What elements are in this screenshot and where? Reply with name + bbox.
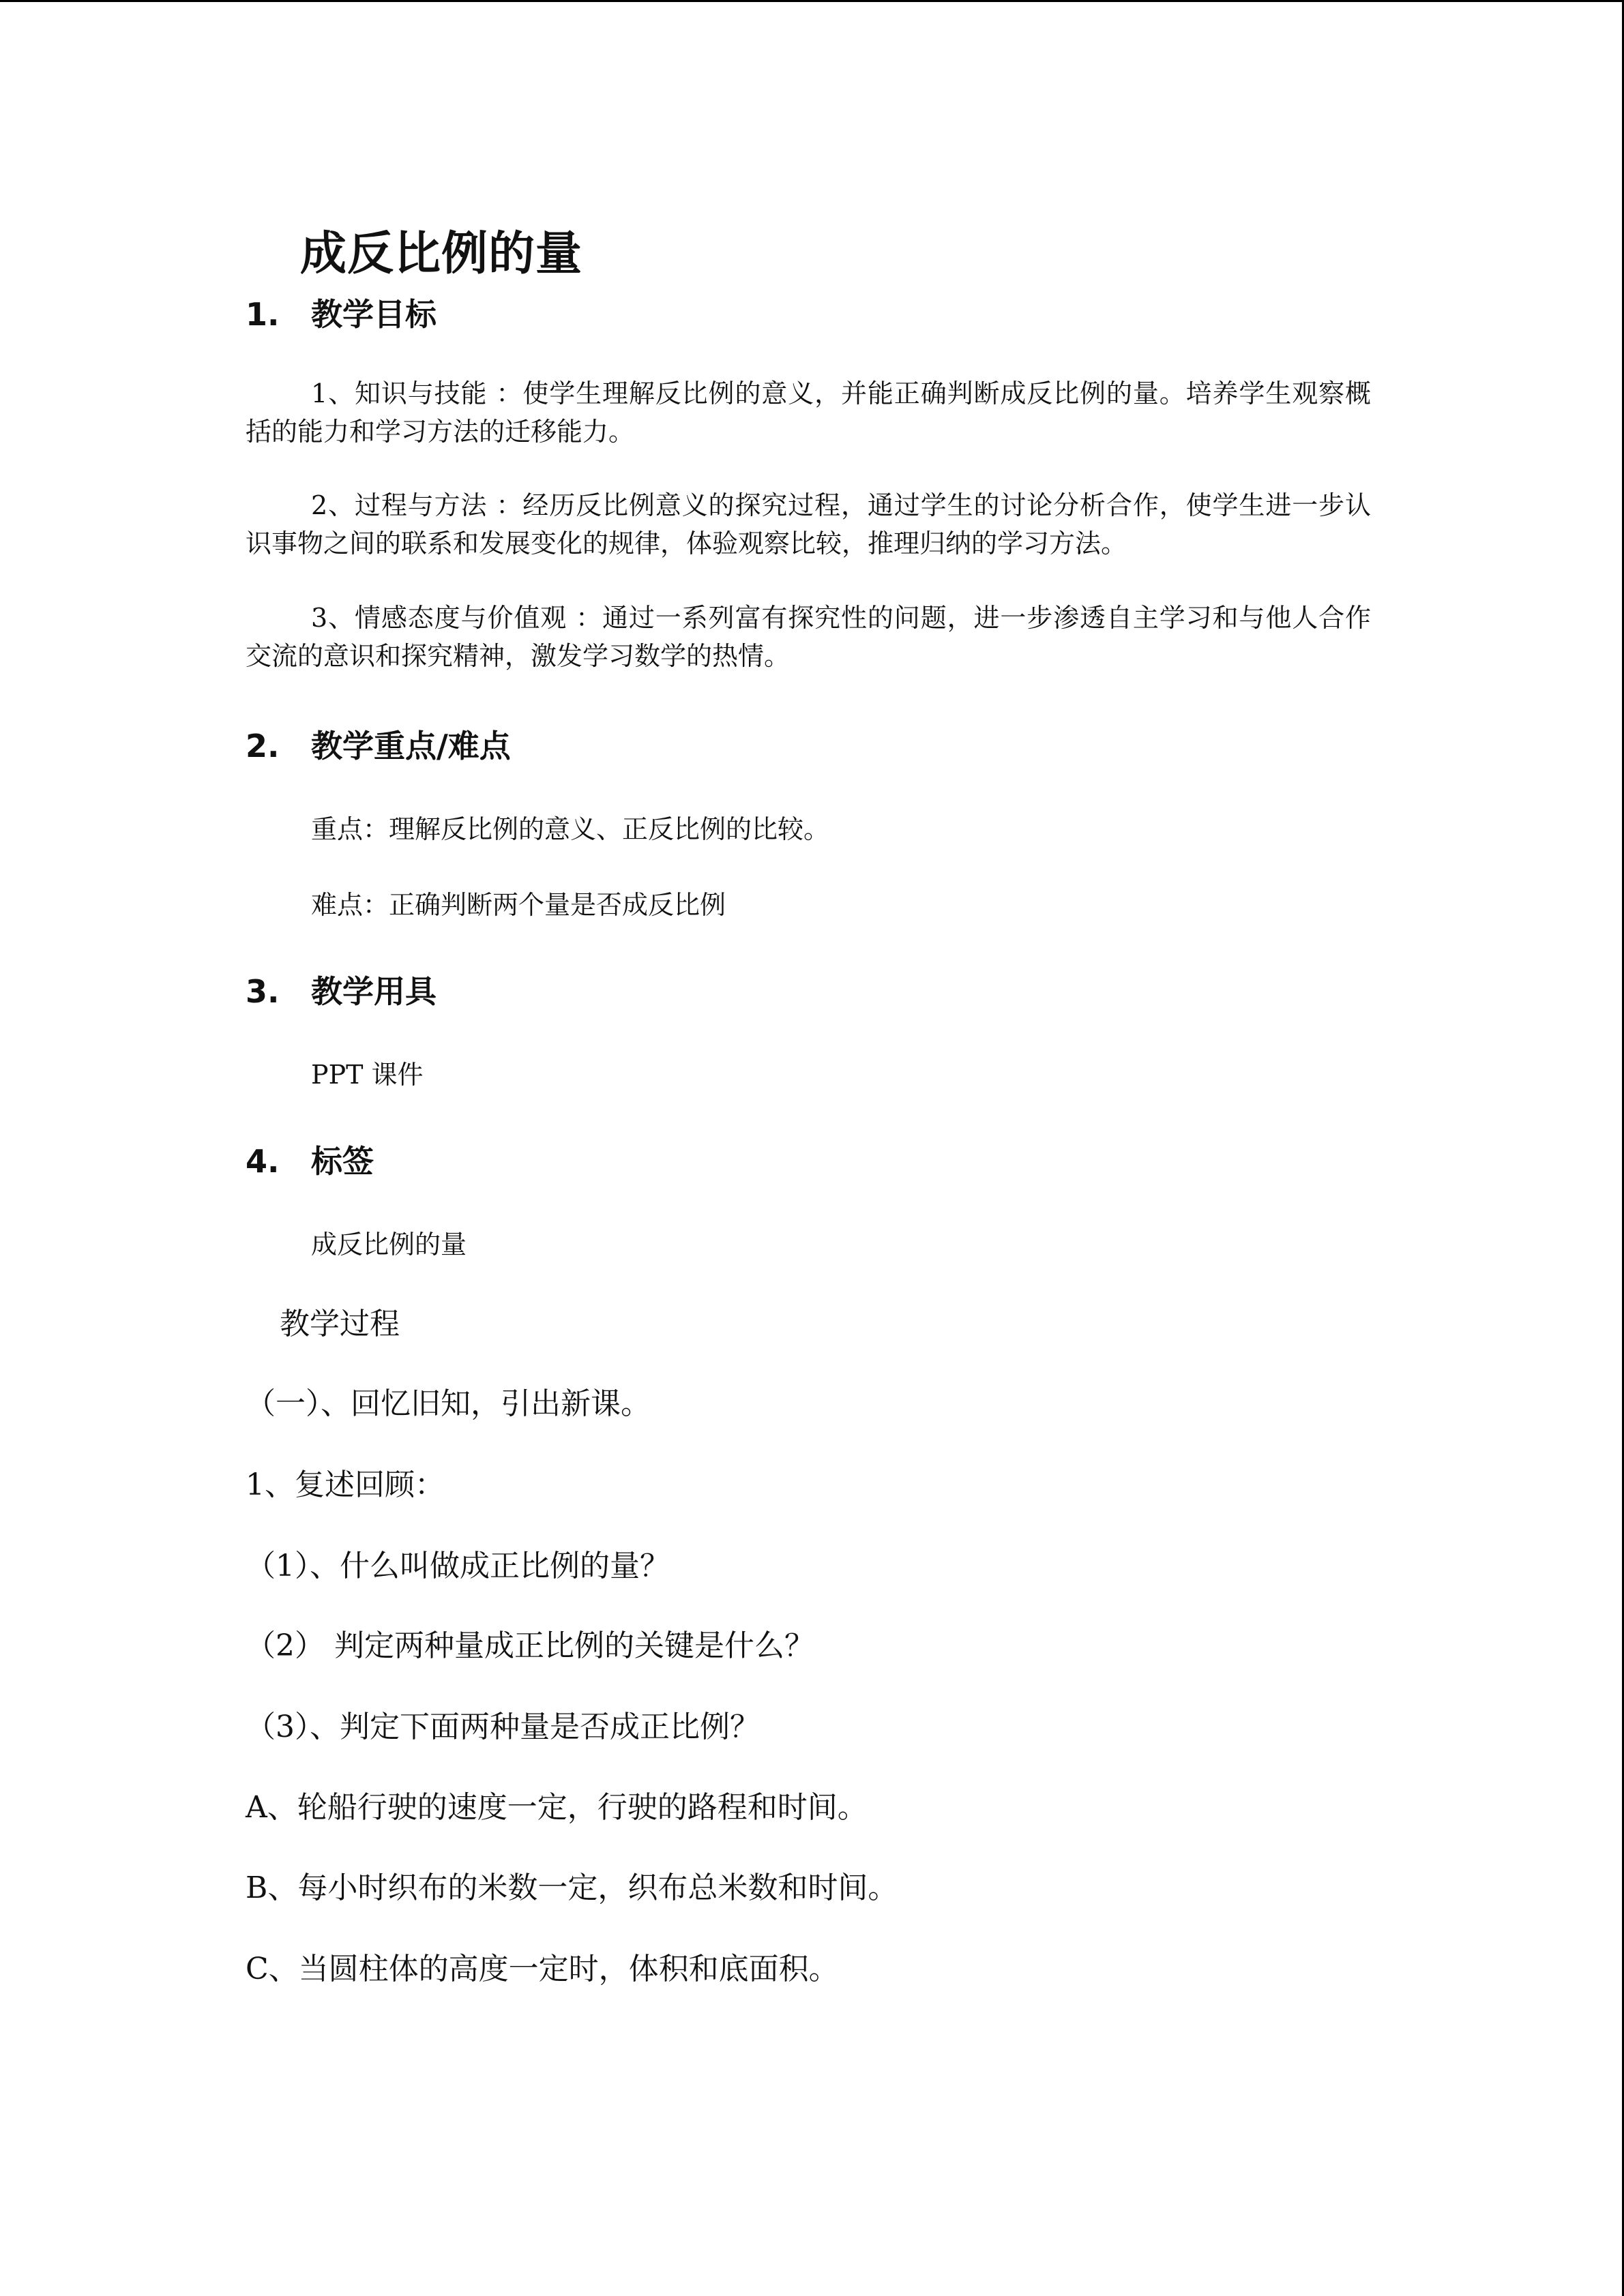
section-label: 教学目标 — [311, 296, 437, 333]
page-border-top — [0, 0, 1624, 2]
process-line: C、当圆柱体的高度一定时，体积和底面积。 — [246, 1952, 839, 1986]
process-line: （1）、什么叫做成正比例的量？ — [246, 1549, 670, 1583]
section-heading-tools — [246, 967, 437, 1012]
process-line: （一）、回忆旧知，引出新课。 — [246, 1386, 651, 1421]
process-line: B、每小时织布的米数一定，织布总米数和时间。 — [246, 1870, 898, 1905]
process-heading: 教学过程 — [280, 1307, 400, 1341]
section-number: 4. — [246, 1143, 280, 1180]
section-label: 标签 — [311, 1143, 374, 1180]
section-heading-key-points — [246, 721, 511, 766]
process-line: 1、复述回顾： — [246, 1467, 445, 1502]
process-line: （3）、判定下面两种量是否成正比例？ — [246, 1710, 760, 1744]
focus-text: 重点：理解反比例的意义、正反比例的比较。 — [311, 814, 830, 844]
section-heading-tags — [246, 1137, 374, 1182]
section-label: 教学重点/难点 — [311, 728, 511, 764]
section-number: 2. — [246, 728, 280, 764]
section-number: 3. — [246, 973, 280, 1010]
difficulty-text: 难点：正确判断两个量是否成反比例 — [311, 890, 726, 920]
objective-paragraph-2: 2、过程与方法 ：经历反比例意义的探究过程，通过学生的讨论分析合作，使学生进一步认识事物之间的联系和发展变化的规律，体验观察比较，推理归纳的学习方法。 — [246, 490, 1371, 558]
tools-text: PPT 课件 — [311, 1060, 424, 1090]
process-line: A、轮船行驶的速度一定，行驶的路程和时间。 — [246, 1790, 868, 1825]
tags-text: 成反比例的量 — [311, 1229, 467, 1259]
objective-paragraph-3: 3、情感态度与价值观 ：通过一系列富有探究性的问题，进一步渗透自主学习和与他人合作交流的意识和探究精神，激发学习数学的热情。 — [246, 603, 1371, 671]
document-title: 成反比例的量 — [300, 227, 583, 281]
process-line: （2） 判定两种量成正比例的关键是什么？ — [246, 1628, 814, 1663]
section-label: 教学用具 — [311, 973, 437, 1010]
section-heading-objectives — [246, 290, 437, 335]
objective-paragraph-1: 1、知识与技能 ：使学生理解反比例的意义，并能正确判断成反比例的量。培养学生观察概括的能力和学习方法的迁移能力。 — [246, 378, 1371, 447]
section-number: 1. — [246, 296, 280, 333]
